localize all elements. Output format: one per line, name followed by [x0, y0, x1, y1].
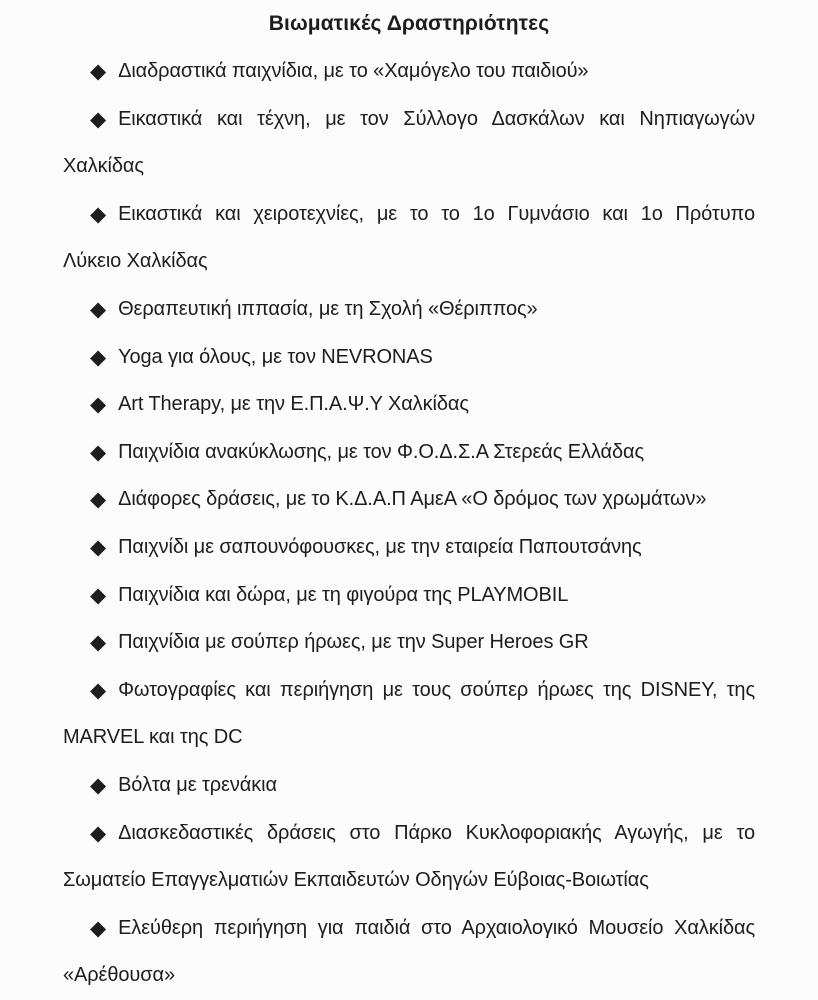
diamond-bullet-icon: ◆ — [90, 535, 107, 559]
item-continuation-line: MARVEL και της DC — [63, 726, 243, 749]
list-item — [63, 572, 755, 620]
list-item — [63, 286, 755, 334]
list-item — [63, 762, 755, 810]
item-first-line — [63, 381, 755, 429]
list-item — [63, 905, 755, 1000]
list-item — [63, 191, 755, 286]
item-text: Παιχνίδια και δώρα, με τη φιγούρα της PLAYMOBIL — [118, 583, 569, 606]
item-first-line — [63, 667, 755, 715]
diamond-bullet-icon: ◆ — [90, 821, 107, 845]
item-text: Διάφορες δράσεις, με το Κ.Δ.Α.Π ΑμεΑ «Ο δρόμος των χρωμάτων» — [118, 488, 707, 511]
list-item — [63, 619, 755, 667]
item-text: Παιχνίδια με σούπερ ήρωες, με την Super Heroes GR — [118, 631, 589, 654]
item-continuation-line: «Αρέθουσα» — [63, 964, 175, 987]
item-text: Βόλτα με τρενάκια — [118, 773, 277, 796]
document-title: Βιωματικές Δραστηριότητες — [268, 12, 550, 35]
diamond-bullet-icon: ◆ — [90, 916, 107, 940]
item-continuation-line: Λύκειο Χαλκίδας — [63, 250, 208, 273]
item-text: Yoga για όλους, με τον NEVRONAS — [118, 345, 433, 368]
item-continuation-line: Χαλκίδας — [63, 155, 144, 178]
item-first-line — [63, 48, 755, 96]
item-first-line — [63, 572, 755, 620]
item-text: Παιχνίδια ανακύκλωσης, με τον Φ.Ο.Δ.Σ.Α Στερεάς Ελλάδας — [118, 440, 644, 463]
list-item — [63, 476, 755, 524]
diamond-bullet-icon: ◆ — [90, 107, 107, 131]
diamond-bullet-icon: ◆ — [90, 583, 107, 607]
item-continuation-line: Σωματείο Επαγγελματιών Εκπαιδευτών Οδηγών Εύβοιας-Βοιωτίας — [63, 869, 649, 892]
list-item — [63, 667, 755, 762]
activities-list — [63, 48, 755, 1000]
diamond-bullet-icon: ◆ — [90, 440, 107, 464]
list-item — [63, 524, 755, 572]
item-text: Εικαστικά και χειροτεχνίες, με το το 1ο Γυμνάσιο και 1ο Πρότυπο — [118, 202, 755, 225]
list-item — [63, 810, 755, 905]
item-first-line — [63, 619, 755, 667]
diamond-bullet-icon: ◆ — [90, 60, 107, 83]
diamond-bullet-icon: ◆ — [90, 773, 107, 797]
list-item — [63, 334, 755, 382]
diamond-bullet-icon: ◆ — [90, 393, 107, 417]
diamond-bullet-icon: ◆ — [90, 297, 107, 321]
item-first-line — [63, 334, 755, 382]
diamond-bullet-icon: ◆ — [90, 345, 107, 369]
diamond-bullet-icon: ◆ — [90, 631, 107, 655]
item-first-line — [63, 191, 755, 239]
diamond-bullet-icon: ◆ — [90, 202, 107, 226]
item-first-line — [63, 476, 755, 524]
item-first-line — [63, 524, 755, 572]
list-item — [63, 429, 755, 477]
item-first-line — [63, 905, 755, 953]
document-content — [63, 0, 755, 1000]
item-first-line — [63, 96, 755, 144]
diamond-bullet-icon: ◆ — [90, 488, 107, 512]
item-text: Art Therapy, με την Ε.Π.Α.Ψ.Υ Χαλκίδας — [118, 393, 469, 416]
item-first-line — [63, 810, 755, 858]
item-text: Θεραπευτική ιππασία, με τη Σχολή «Θέριππος» — [118, 297, 538, 320]
item-text: Εικαστικά και τέχνη, με τον Σύλλογο Δασκάλων και Νηπιαγωγών — [118, 107, 755, 130]
list-item — [63, 96, 755, 191]
list-item — [63, 48, 755, 96]
item-text: Ελεύθερη περιήγηση για παιδιά στο Αρχαιολογικό Μουσείο Χαλκίδας — [118, 916, 755, 939]
list-item — [63, 381, 755, 429]
diamond-bullet-icon: ◆ — [90, 678, 107, 702]
item-text: Διασκεδαστικές δράσεις στο Πάρκο Κυκλοφοριακής Αγωγής, με το — [118, 821, 755, 844]
item-first-line — [63, 762, 755, 810]
item-text: Διαδραστικά παιχνίδια, με το «Χαμόγελο του παιδιού» — [118, 60, 589, 82]
item-text: Παιχνίδι με σαπουνόφουσκες, με την εταιρεία Παπουτσάνης — [118, 535, 642, 558]
item-first-line — [63, 429, 755, 477]
item-text: Φωτογραφίες και περιήγηση με τους σούπερ ήρωες της DISNEY, της — [118, 678, 755, 701]
item-first-line — [63, 286, 755, 334]
